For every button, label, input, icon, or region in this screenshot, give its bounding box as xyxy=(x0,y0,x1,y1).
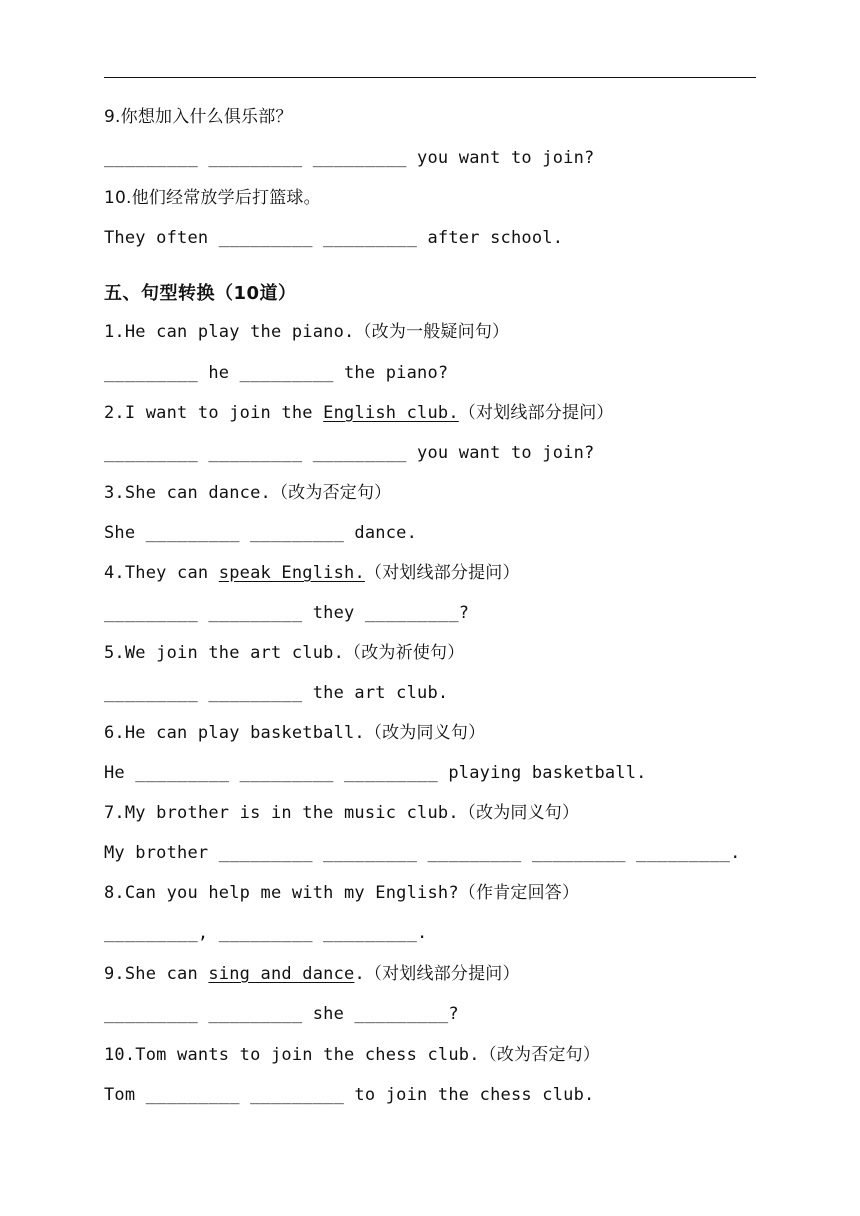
line-text: 10.Tom wants to join the chess club. xyxy=(104,1045,480,1065)
exercise-line xyxy=(104,1002,459,1026)
line-text: 9.She can xyxy=(104,964,209,984)
underlined-text: English club. xyxy=(323,403,459,423)
line-text: _________ _________ the art club. xyxy=(104,683,449,703)
line-text: Tom _________ _________ to join the chess club. xyxy=(104,1085,595,1105)
line-text: 1.He can play the piano. xyxy=(104,322,355,342)
chinese-instruction: （改为否定句） xyxy=(270,483,392,503)
chinese-instruction: （对划线部分提问） xyxy=(364,563,520,583)
chinese-instruction: （对划线部分提问） xyxy=(458,403,614,423)
exercise-line xyxy=(104,801,579,825)
line-text: My brother _________ _________ _________ _________ _________. xyxy=(104,843,741,863)
exercise-line xyxy=(104,1043,600,1067)
line-text: 3.She can dance. xyxy=(104,483,271,503)
exercise-line xyxy=(104,226,563,250)
chinese-instruction: （改为一般疑问句） xyxy=(354,322,510,342)
exercise-line xyxy=(104,361,448,385)
section-heading xyxy=(104,282,297,306)
line-text: They often _________ _________ after school. xyxy=(104,228,564,248)
underlined-text: sing and dance xyxy=(208,964,355,984)
header-rule xyxy=(104,77,756,78)
exercise-line xyxy=(104,401,614,425)
line-text: . xyxy=(354,964,365,984)
exercise-line xyxy=(104,601,469,625)
line-text: 2.I want to join the xyxy=(104,403,324,423)
exercise-line xyxy=(104,681,448,705)
underlined-text: speak English. xyxy=(218,563,365,583)
exercise-line xyxy=(104,146,594,170)
line-text: _________ _________ _________ you want to join? xyxy=(104,148,595,168)
line-text: _________, _________ _________. xyxy=(104,923,428,943)
chinese-instruction: （改为同义句） xyxy=(364,723,486,743)
line-text: She _________ _________ dance. xyxy=(104,523,418,543)
line-text: _________ _________ she _________? xyxy=(104,1004,459,1024)
line-text: _________ _________ they _________? xyxy=(104,603,470,623)
exercise-line xyxy=(104,881,579,905)
chinese-instruction: （改为同义句） xyxy=(458,803,580,823)
exercise-line xyxy=(104,721,485,745)
exercise-line xyxy=(104,641,464,665)
chinese-instruction: 9.你想加入什么俱乐部？ xyxy=(104,107,293,127)
exercise-line xyxy=(104,105,293,129)
line-text: _________ _________ _________ you want to join? xyxy=(104,443,595,463)
exercise-line xyxy=(104,441,594,465)
exercise-line xyxy=(104,1083,594,1107)
line-text: 7.My brother is in the music club. xyxy=(104,803,459,823)
chinese-instruction: （对划线部分提问） xyxy=(364,964,520,984)
line-text: 五、句型转换（10道） xyxy=(104,283,297,304)
chinese-instruction: （改为否定句） xyxy=(479,1045,601,1065)
chinese-instruction: （作肯定回答） xyxy=(458,883,580,903)
exercise-line xyxy=(104,186,321,210)
line-text: 4.They can xyxy=(104,563,219,583)
exercise-line xyxy=(104,320,509,344)
line-text: 6.He can play basketball. xyxy=(104,723,365,743)
exercise-line xyxy=(104,761,647,785)
exercise-line xyxy=(104,962,520,986)
line-text: He _________ _________ _________ playing basketball. xyxy=(104,763,647,783)
exercise-line xyxy=(104,921,427,945)
line-text: _________ he _________ the piano? xyxy=(104,363,449,383)
exercise-line xyxy=(104,561,520,585)
chinese-instruction: 10.他们经常放学后打篮球。 xyxy=(104,188,321,208)
chinese-instruction: （改为祈使句） xyxy=(344,643,465,663)
line-text: 5.We join the art club. xyxy=(104,643,345,663)
exercise-line xyxy=(104,481,391,505)
line-text: 8.Can you help me with my English? xyxy=(104,883,459,903)
exercise-line xyxy=(104,841,741,865)
exercise-line xyxy=(104,521,417,545)
